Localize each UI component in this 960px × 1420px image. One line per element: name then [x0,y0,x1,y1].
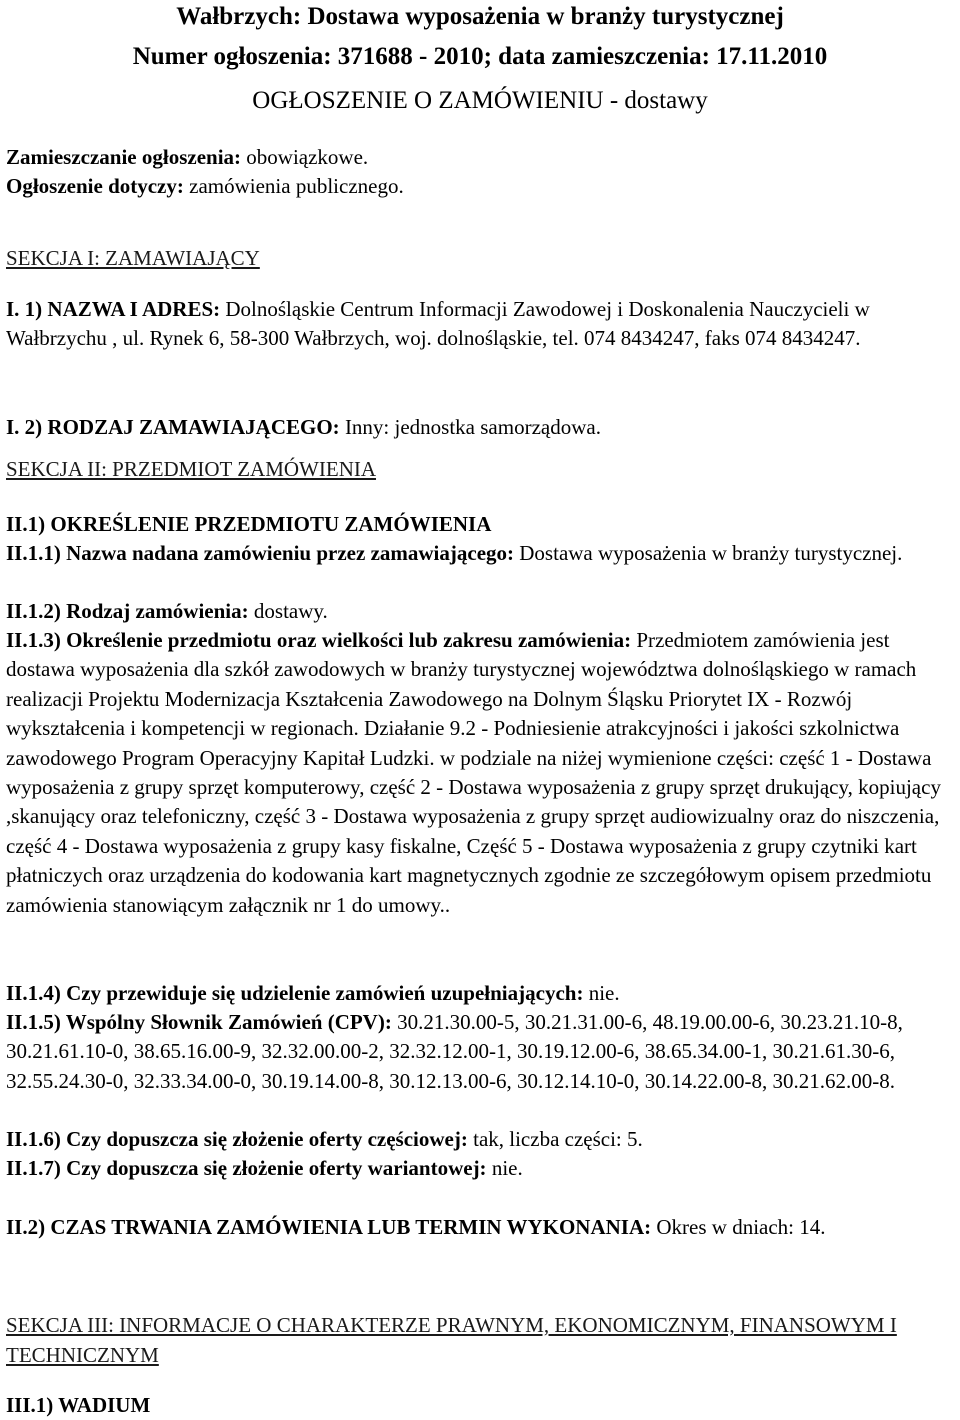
order-type-value: dostawy. [248,599,328,623]
notice-type: OGŁOSZENIE O ZAMÓWIENIU - dostawy [252,87,708,114]
placement-label: Zamieszczanie ogłoszenia: [6,145,242,169]
section-3-heading: SEKCJA III: INFORMACJE O CHARAKTERZE PRAWNYM, EKONOMICZNYM, FINANSOWYM I TECHNICZNYM [6,1313,897,1367]
variant-offer-label: II.1.7) Czy dopuszcza się złożenie oferty wariantowej: [6,1156,487,1180]
duration-value: Okres w dniach: 14. [651,1215,826,1239]
partial-offer-value: tak, liczba części: 5. [467,1127,643,1151]
duration-item [6,1213,951,1242]
cpv-value: 30.21.30.00-5, 30.21.31.00-6, 48.19.00.00-6, 30.23.21.10-8, 30.21.61.10-0, 38.65.16.00-9, 32.32.00.00-2, 32.32.12.00-1, 30.19.12.00-6, 38.65.34.00-1, 30.21.61.30-6, 32.55.24.30-0, 32.33.34.00-0, 30.19.14.00-8, 30.12.13.00-6, 30.12.14.10-0, 30.14.22.00-8, 30.21.62.00-8. [6,1010,903,1093]
order-scope-label: II.1.3) Określenie przedmiotu oraz wielkości lub zakresu zamówienia: [6,628,632,652]
contracting-authority-type [6,413,601,442]
order-type-label: II.1.2) Rodzaj zamówienia: [6,599,249,623]
supplementary-orders-label: II.1.4) Czy przewiduje się udzielenie zamówień uzupełniających: [6,981,584,1005]
concerns-label: Ogłoszenie dotyczy: [6,174,184,198]
duration-label: II.2) CZAS TRWANIA ZAMÓWIENIA LUB TERMIN WYKONANIA: [6,1215,652,1239]
supplementary-orders-value: nie. [583,981,620,1005]
placement-line [6,143,368,172]
deposit-heading: III.1) WADIUM [6,1393,151,1417]
concerns-line [6,172,404,201]
name-address-value: Dolnośląskie Centrum Informacji Zawodowej i Doskonalenia Nauczycieli w Wałbrzychu , ul. Rynek 6, 58-300 Wałbrzych, woj. dolnośląskie, tel. 074 8434247, faks 074 8434247. [6,297,870,351]
order-name-label: II.1.1) Nazwa nadana zamówieniu przez zamawiającego: [6,541,515,565]
document-title: Wałbrzych: Dostawa wyposażenia w branży turystycznej [176,3,784,30]
order-scope-item [6,626,951,920]
order-name-value: Dostawa wyposażenia w branży turystycznej. [514,541,903,565]
variant-offer-value: nie. [486,1156,523,1180]
section-2-heading: SEKCJA II: PRZEDMIOT ZAMÓWIENIA [6,457,377,481]
order-scope-value: Przedmiotem zamówienia jest dostawa wyposażenia dla szkół zawodowych w branży turystycznej województwa dolnośląskiego w ramach realizacji Projektu Modernizacja Kształcenia Zawodowego na Dolnym Śląsku Priorytet IX - Rozwój wykształcenia i kompetencji w regionach. Działanie 9.2 - Podniesienie atrakcyjności i jakości szkolnictwa zawodowego Program Operacyjny Kapitał Ludzki. w podziale na niżej wymienione części: część 1 - Dostawa wyposażenia z grupy sprzęt komputerowy, część 2 - Dostawa wyposażenia z grupy sprzęt drukujący, kopiujący ,skanujący oraz telefoniczny, część 3 - Dostawa wyposażenia z grupy sprzęt audiowizualny oraz do niszczenia, część 4 - Dostawa wyposażenia z grupy kasy fiskalne, Część 5 - Dostawa wyposażenia z grupy czytniki kart płatniczych oraz urządzenia do kodowania kart magnetycznych zgodnie ze szczegółowym opisem przedmiotu zamówienia stanowiącym załącznik nr 1 do umowy.. [6,628,941,917]
partial-offer-label: II.1.6) Czy dopuszcza się złożenie oferty częściowej: [6,1127,468,1151]
variant-offer-item [6,1154,523,1183]
placement-value: obowiązkowe. [241,145,369,169]
authority-type-label: I. 2) RODZAJ ZAMAWIAJĄCEGO: [6,415,340,439]
cpv-item [6,1008,951,1096]
order-name-item [6,539,951,568]
cpv-label: II.1.5) Wspólny Słownik Zamówień (CPV): [6,1010,392,1034]
subject-definition-heading: II.1) OKREŚLENIE PRZEDMIOTU ZAMÓWIENIA [6,512,492,536]
section-1-heading: SEKCJA I: ZAMAWIAJĄCY [6,246,260,270]
concerns-value: zamówienia publicznego. [183,174,404,198]
supplementary-orders-item [6,979,620,1008]
contracting-authority-name [6,295,951,354]
name-address-label: I. 1) NAZWA I ADRES: [6,297,221,321]
notice-number-line: Numer ogłoszenia: 371688 - 2010; data zamieszczenia: 17.11.2010 [132,43,828,70]
order-type-item [6,597,328,626]
partial-offer-item [6,1125,643,1154]
authority-type-value: Inny: jednostka samorządowa. [339,415,601,439]
